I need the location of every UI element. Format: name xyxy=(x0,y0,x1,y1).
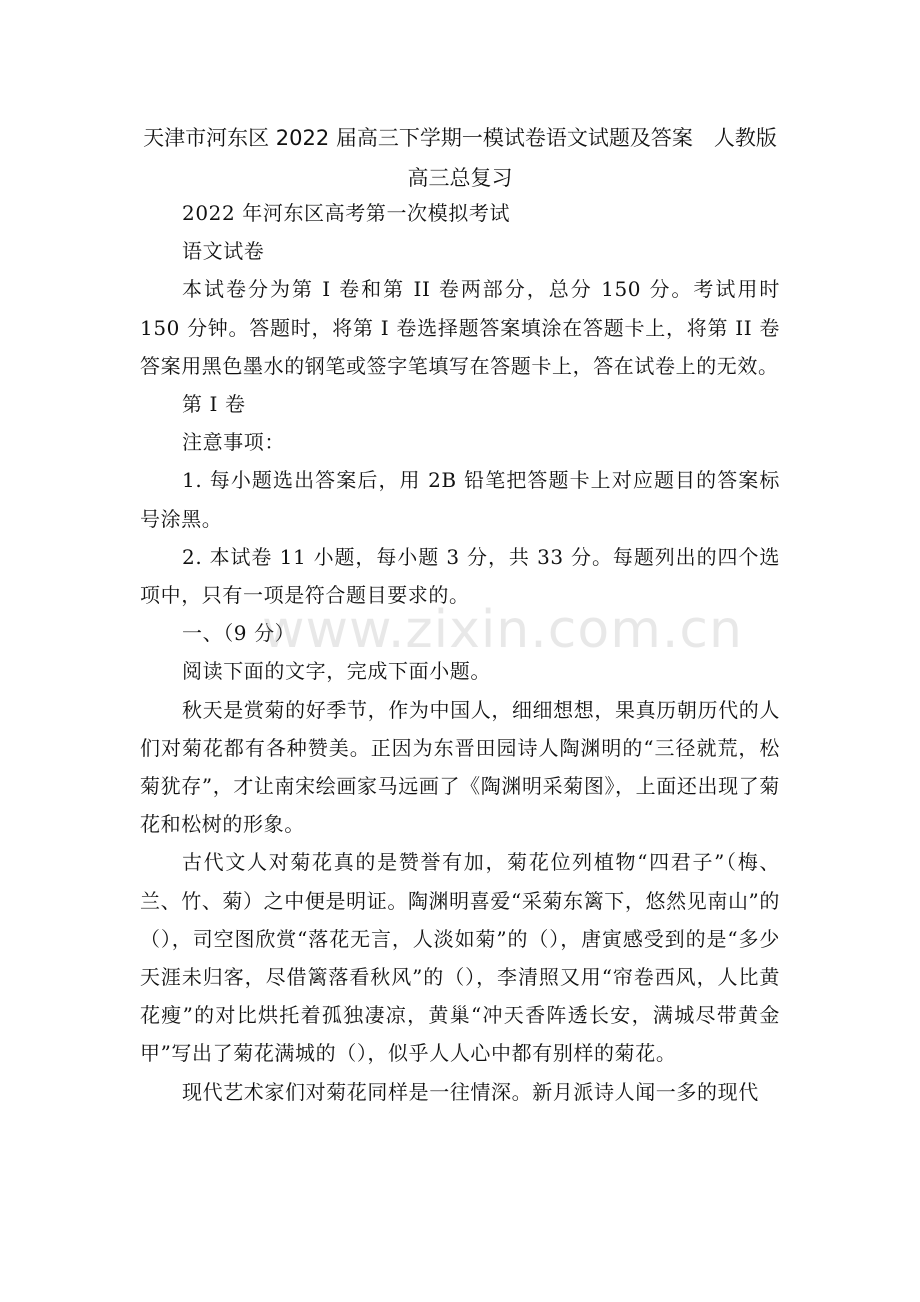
passage-paragraph: 秋天是赏菊的好季节，作为中国人，细细想想，果真历朝历代的人们对菊花都有各种赞美。正因为东晋田园诗人陶渊明的“三径就荒，松菊犹存”，才让南宋绘画家马远画了《陶渊明采菊图》，上面还出现了菊花和松树的形象。 xyxy=(140,697,780,837)
title-line-1: 天津市河东区 2022 届高三下学期一模试卷语文试题及答案 人教版 xyxy=(143,126,777,150)
paper-name: 语文试卷 xyxy=(182,239,265,264)
exam-instructions: 本试卷分为第 I 卷和第 II 卷两部分，总分 150 分。考试用时 150 分钟。答题时，将第 I 卷选择题答案填涂在答题卡上，将第 II 卷答案用黑色墨水的钢笔或签字笔填写在答题卡上，答在试卷上的无效。 xyxy=(140,277,780,378)
reading-prompt: 阅读下面的文字，完成下面小题。 xyxy=(182,659,491,684)
exam-name: 2022 年河东区高考第一次模拟考试 xyxy=(182,201,511,225)
note-item-1: 1. 每小题选出答案后，用 2B 铅笔把答题卡上对应题目的答案标号涂黑。 xyxy=(140,468,780,531)
watermark: www.zixin.com.cn xyxy=(262,600,743,660)
passage-paragraph: 古代文人对菊花真的是赞誉有加，菊花位列植物“四君子”（梅、兰、竹、菊）之中便是明证。陶渊明喜爱“采菊东篱下，悠然见南山”的（），司空图欣赏“落花无言，人淡如菊”的（），唐寅感受到的是“多少天涯未归客，尽借篱落看秋风”的（），李清照又用“帘卷西风，人比黄花瘦”的对比烘托着孤独凄凉，黄巢“冲天香阵透长安，满城尽带黄金甲”写出了菊花满城的（），似乎人人心中都有别样的菊花。 xyxy=(140,850,780,1066)
title-line-2: 高三总复习 xyxy=(407,166,513,190)
note-item-2: 2. 本试卷 11 小题，每小题 3 分，共 33 分。每题列出的四个选项中，只有一项是符合题目要求的。 xyxy=(140,544,780,608)
notes-heading: 注意事项： xyxy=(182,430,285,455)
passage-paragraph: 现代艺术家们对菊花同样是一往情深。新月派诗人闻一多的现代 xyxy=(182,1079,759,1104)
section-heading: 第 I 卷 xyxy=(182,392,246,417)
document-body xyxy=(140,194,780,1111)
document-title xyxy=(140,118,780,198)
part-heading: 一、（9 分） xyxy=(182,621,296,646)
